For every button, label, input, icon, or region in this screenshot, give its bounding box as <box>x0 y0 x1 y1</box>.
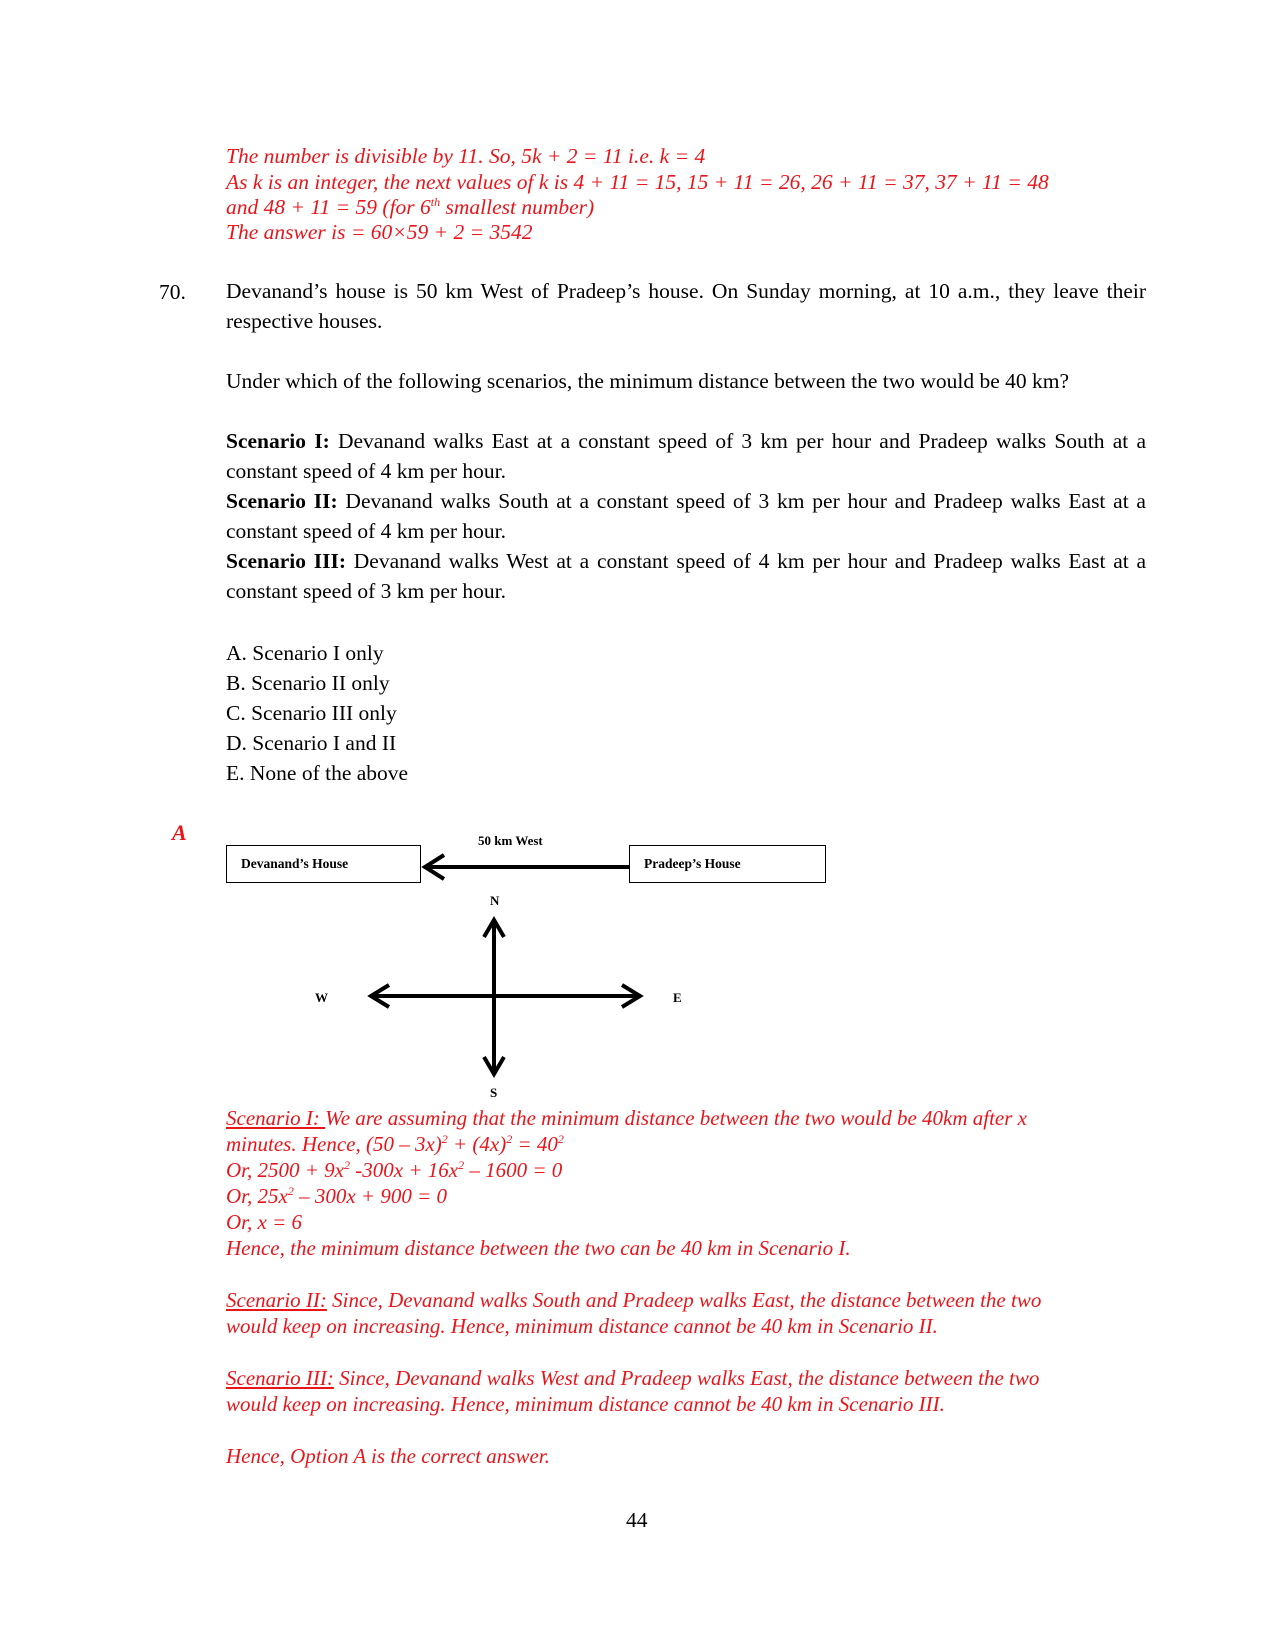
pradeep-house-box: Pradeep’s House <box>629 845 826 883</box>
compass-arrows <box>371 920 640 1074</box>
solution-s1-line-3: Or, $2500 + 9x^2$ $-300x + 16x^2 - 1600 = 0$ <box>226 1158 563 1182</box>
solution-s1-line-6: Hence, the minimum distance between the two can be 40 km in Scenario I. <box>226 1236 851 1260</box>
west-distance-arrow <box>425 855 629 879</box>
top-solution-line-4: The answer is = 60×59 + 2 = 3542 <box>226 220 533 244</box>
compass-north-label: N <box>490 893 500 908</box>
question-number: 70. <box>159 280 186 304</box>
compass-west-label: W <box>315 990 328 1005</box>
solution-conclusion: Hence, Option A is the correct answer. <box>226 1444 550 1468</box>
top-solution-line-1: The number is divisible by 11. So, 5k + 2 = 11 i.e. k = 4 <box>226 144 706 168</box>
question-stem: Devanand’s house is 50 km West of Pradeep’s house. On Sunday morning, at 10 a.m., they leave their respective houses. <box>226 279 1146 333</box>
scenario-ii: Scenario II: Devanand walks South at a constant speed of 3 km per hour and Pradeep walks East at a constant speed of 4 km per hour. <box>226 489 1146 543</box>
compass-east-label: E <box>673 990 682 1005</box>
scenario-iii: Scenario III: Devanand walks West at a constant speed of 4 km per hour and Pradeep walks East at a constant speed of 3 km per hour. <box>226 549 1147 603</box>
option-b: B. Scenario II only <box>226 671 390 695</box>
devanand-house-box: Devanand’s House <box>226 845 421 883</box>
distance-label: 50 km West <box>478 833 543 848</box>
option-d: D. Scenario I and II <box>226 731 397 755</box>
option-c: C. Scenario III only <box>226 701 397 725</box>
solution-s2-line-2: would keep on increasing. Hence, minimum distance cannot be 40 km in Scenario II. <box>226 1314 938 1338</box>
top-solution-line-3: and 48 + 11 = 59 (for 6th smallest number) <box>226 195 595 219</box>
solution-s2-line-1: Scenario II: Since, Devanand walks South and Pradeep walks East, the distance between the two <box>226 1288 1042 1312</box>
solution-s1-line-4: Or, $25x^2 - 300x + 900 = 0$ <box>226 1184 448 1208</box>
option-e: E. None of the above <box>226 761 409 785</box>
option-a: A. Scenario I only <box>226 641 384 665</box>
top-solution-line-2: As k is an integer, the next values of k is 4 + 11 = 15, 15 + 11 = 26, 26 + 11 = 37, 37 + 11 = 48 <box>226 170 1049 194</box>
question-prompt: Under which of the following scenarios, the minimum distance between the two would be 40 km? <box>226 369 1070 393</box>
compass-south-label: S <box>490 1085 498 1100</box>
solution-s1-line-2: minutes. Hence, $(50 - 3x)^2 + (4x)^2 = 40^2$ <box>226 1132 564 1156</box>
scenario-i: Scenario I: Devanand walks East at a constant speed of 3 km per hour and Pradeep walks South at a constant speed of 4 km per hour. <box>226 429 1146 483</box>
solution-s1-line-1: Scenario I: We are assuming that the minimum distance between the two would be 40km after x <box>226 1106 1027 1130</box>
answer-letter: A <box>172 820 187 845</box>
page-number: 44 <box>626 1508 648 1532</box>
solution-s3-line-2: would keep on increasing. Hence, minimum distance cannot be 40 km in Scenario III. <box>226 1392 945 1416</box>
solution-s1-line-5: Or, x = 6 <box>226 1210 303 1234</box>
solution-s3-line-1: Scenario III: Since, Devanand walks West and Pradeep walks East, the distance between the two <box>226 1366 1040 1390</box>
